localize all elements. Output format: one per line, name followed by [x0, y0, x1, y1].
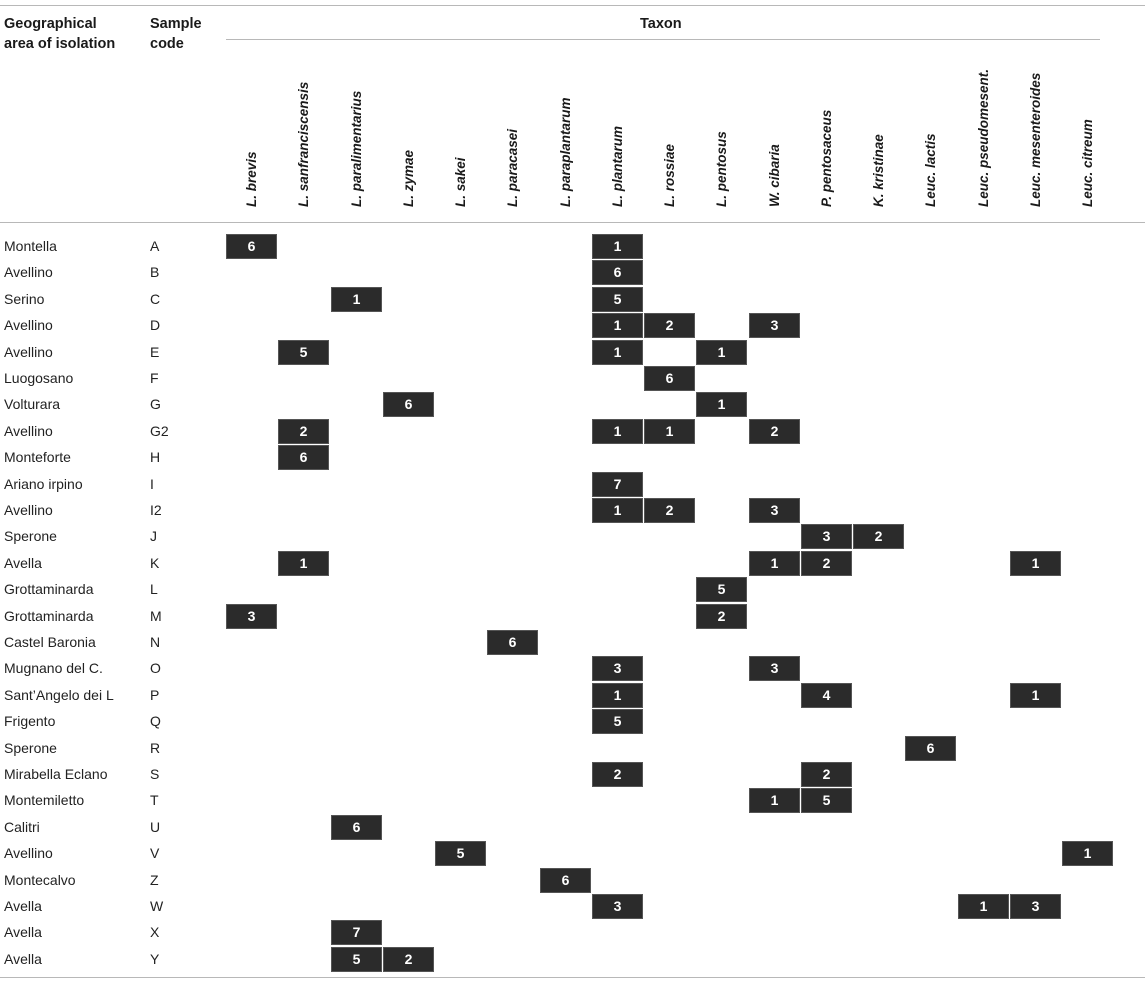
count-cell: 5	[592, 709, 643, 734]
area-header	[4, 14, 115, 54]
area-cell: Avella	[4, 950, 42, 967]
count-cell: 1	[1010, 683, 1061, 708]
count-cell: 3	[749, 656, 800, 681]
taxon-column-header: Leuc. citreum	[1080, 119, 1095, 207]
area-cell: Avella	[4, 898, 42, 914]
sample-code-cell: B	[150, 264, 160, 281]
area-cell: Calitri	[4, 818, 40, 835]
area-cell: Avellino	[4, 422, 53, 439]
sample-code-cell: G2	[150, 422, 169, 439]
count-cell: 1	[278, 551, 329, 576]
count-cell: 2	[592, 762, 643, 787]
area-cell: Montemiletto	[4, 792, 85, 809]
count-cell: 2	[853, 524, 904, 549]
count-cell: 5	[801, 788, 852, 813]
count-cell: 2	[696, 604, 747, 629]
count-cell: 3	[1010, 894, 1061, 919]
sample-code-cell: R	[150, 739, 161, 756]
sample-code-cell: O	[150, 660, 161, 677]
count-cell: 1	[749, 551, 800, 576]
area-header-line2: area of isolation	[4, 36, 116, 52]
table-top-rule	[0, 5, 1145, 6]
sample-code-cell: W	[150, 898, 164, 914]
count-cell: 1	[1062, 841, 1113, 866]
sample-code-cell: D	[150, 317, 161, 334]
count-cell: 2	[644, 313, 695, 338]
count-cell: 6	[331, 815, 382, 840]
area-cell: Sperone	[4, 528, 57, 545]
area-cell: Avellino	[4, 343, 53, 360]
count-cell: 6	[644, 366, 695, 391]
header-bottom-rule	[0, 222, 1145, 223]
count-cell: 2	[383, 947, 434, 972]
area-cell: Castel Baronia	[4, 634, 96, 650]
code-header-line1: Sample	[150, 16, 202, 32]
count-cell: 1	[592, 313, 643, 338]
sample-code-cell: U	[150, 818, 161, 835]
sample-code-cell: P	[150, 686, 160, 703]
count-cell: 1	[696, 340, 747, 365]
sample-code-cell: H	[150, 449, 161, 466]
area-cell: Serino	[4, 290, 45, 307]
area-cell: Montella	[4, 238, 57, 254]
taxon-header: Taxon	[640, 16, 682, 32]
count-cell: 1	[592, 683, 643, 708]
sample-code-cell: J	[150, 528, 157, 545]
taxon-span-rule	[226, 39, 1100, 40]
count-cell: 1	[592, 234, 643, 259]
count-cell: 3	[592, 894, 643, 919]
count-cell: 1	[331, 287, 382, 312]
count-cell: 3	[801, 524, 852, 549]
sample-code-cell: Y	[150, 950, 160, 967]
count-cell: 2	[801, 551, 852, 576]
area-cell: Mirabella Eclano	[4, 766, 108, 782]
area-cell: Mugnano del C.	[4, 660, 103, 677]
taxon-column-header: L. paralimentarius	[348, 90, 364, 207]
count-cell: 6	[487, 630, 538, 655]
area-cell: Ariano irpino	[4, 475, 83, 492]
sample-code-cell: Z	[150, 871, 159, 888]
taxon-column-header: Leuc. lactis	[923, 133, 939, 207]
area-cell: Grottaminarda	[4, 581, 94, 598]
area-cell: Avellino	[4, 264, 53, 281]
count-cell: 1	[1010, 551, 1061, 576]
sample-code-cell: E	[150, 343, 160, 360]
count-cell: 6	[905, 736, 956, 761]
count-cell: 6	[383, 392, 434, 417]
taxon-column-header: L. sakei	[453, 157, 468, 207]
area-header-line1: Geographical	[4, 16, 97, 32]
count-cell: 2	[749, 419, 800, 444]
sample-code-cell: G	[150, 396, 161, 413]
taxon-column-header: Leuc. mesenteroides	[1027, 72, 1043, 207]
taxon-column-header: K. kristinae	[871, 134, 886, 207]
taxon-column-header: L. brevis	[244, 151, 259, 207]
sample-code-cell: I2	[150, 502, 162, 518]
count-cell: 1	[592, 419, 643, 444]
count-cell: 7	[331, 920, 382, 945]
count-cell: 1	[592, 498, 643, 523]
table-bottom-rule	[0, 977, 1145, 978]
sample-code-cell: T	[150, 792, 159, 809]
area-cell: Avellino	[4, 845, 53, 862]
area-cell: Monteforte	[4, 449, 71, 466]
taxon-column-header: L. paracasei	[505, 128, 521, 207]
sample-code-cell: C	[150, 290, 161, 307]
sample-code-cell: K	[150, 554, 160, 571]
sample-code-cell: I	[150, 475, 154, 492]
area-cell: Sperone	[4, 739, 57, 756]
count-cell: 5	[278, 340, 329, 365]
area-cell: Grottaminarda	[4, 607, 94, 624]
taxon-column-header: L. plantarum	[609, 125, 625, 207]
code-header-line2: code	[150, 36, 184, 52]
count-cell: 4	[801, 683, 852, 708]
taxon-column-header: L. rossiae	[662, 143, 677, 207]
count-cell: 3	[749, 498, 800, 523]
sample-code-cell: X	[150, 924, 160, 941]
count-cell: 2	[278, 419, 329, 444]
area-cell: Avellino	[4, 317, 53, 334]
code-header	[150, 14, 202, 54]
area-cell: Volturara	[4, 396, 61, 413]
count-cell: 1	[592, 340, 643, 365]
count-cell: 1	[749, 788, 800, 813]
taxon-column-header: W. cibaria	[766, 144, 782, 207]
count-cell: 5	[435, 841, 486, 866]
sample-code-cell: M	[150, 607, 162, 624]
count-cell: 6	[540, 868, 591, 893]
sample-code-cell: V	[150, 845, 160, 862]
count-cell: 5	[696, 577, 747, 602]
area-cell: Avellino	[4, 502, 53, 518]
count-cell: 6	[592, 260, 643, 285]
sample-code-cell: F	[150, 370, 159, 386]
count-cell: 2	[644, 498, 695, 523]
count-cell: 1	[696, 392, 747, 417]
taxon-column-header: L. sanfranciscensis	[296, 81, 312, 207]
taxon-column-header: Leuc. pseudomesent.	[975, 68, 991, 207]
count-cell: 6	[226, 234, 277, 259]
count-cell: 5	[592, 287, 643, 312]
sample-code-cell: Q	[150, 713, 161, 730]
area-cell: Avella	[4, 924, 42, 941]
area-cell: Montecalvo	[4, 871, 76, 888]
count-cell: 6	[278, 445, 329, 470]
sample-code-cell: N	[150, 634, 161, 650]
area-cell: Avella	[4, 554, 42, 571]
count-cell: 1	[644, 419, 695, 444]
count-cell: 1	[958, 894, 1009, 919]
count-cell: 3	[749, 313, 800, 338]
count-cell: 2	[801, 762, 852, 787]
sample-code-cell: S	[150, 766, 160, 782]
count-cell: 7	[592, 472, 643, 497]
taxon-column-header: L. pentosus	[714, 131, 730, 207]
count-cell: 5	[331, 947, 382, 972]
count-cell: 3	[592, 656, 643, 681]
area-cell: Luogosano	[4, 370, 74, 386]
taxon-column-header: L. paraplantarum	[557, 97, 573, 207]
taxon-column-header: L. zymae	[400, 149, 416, 207]
sample-code-cell: L	[150, 581, 158, 598]
area-cell: Frigento	[4, 713, 56, 730]
area-cell: Sant’Angelo dei L	[4, 686, 114, 703]
taxon-column-header: P. pentosaceus	[818, 109, 834, 207]
sample-code-cell: A	[150, 238, 160, 254]
count-cell: 3	[226, 604, 277, 629]
